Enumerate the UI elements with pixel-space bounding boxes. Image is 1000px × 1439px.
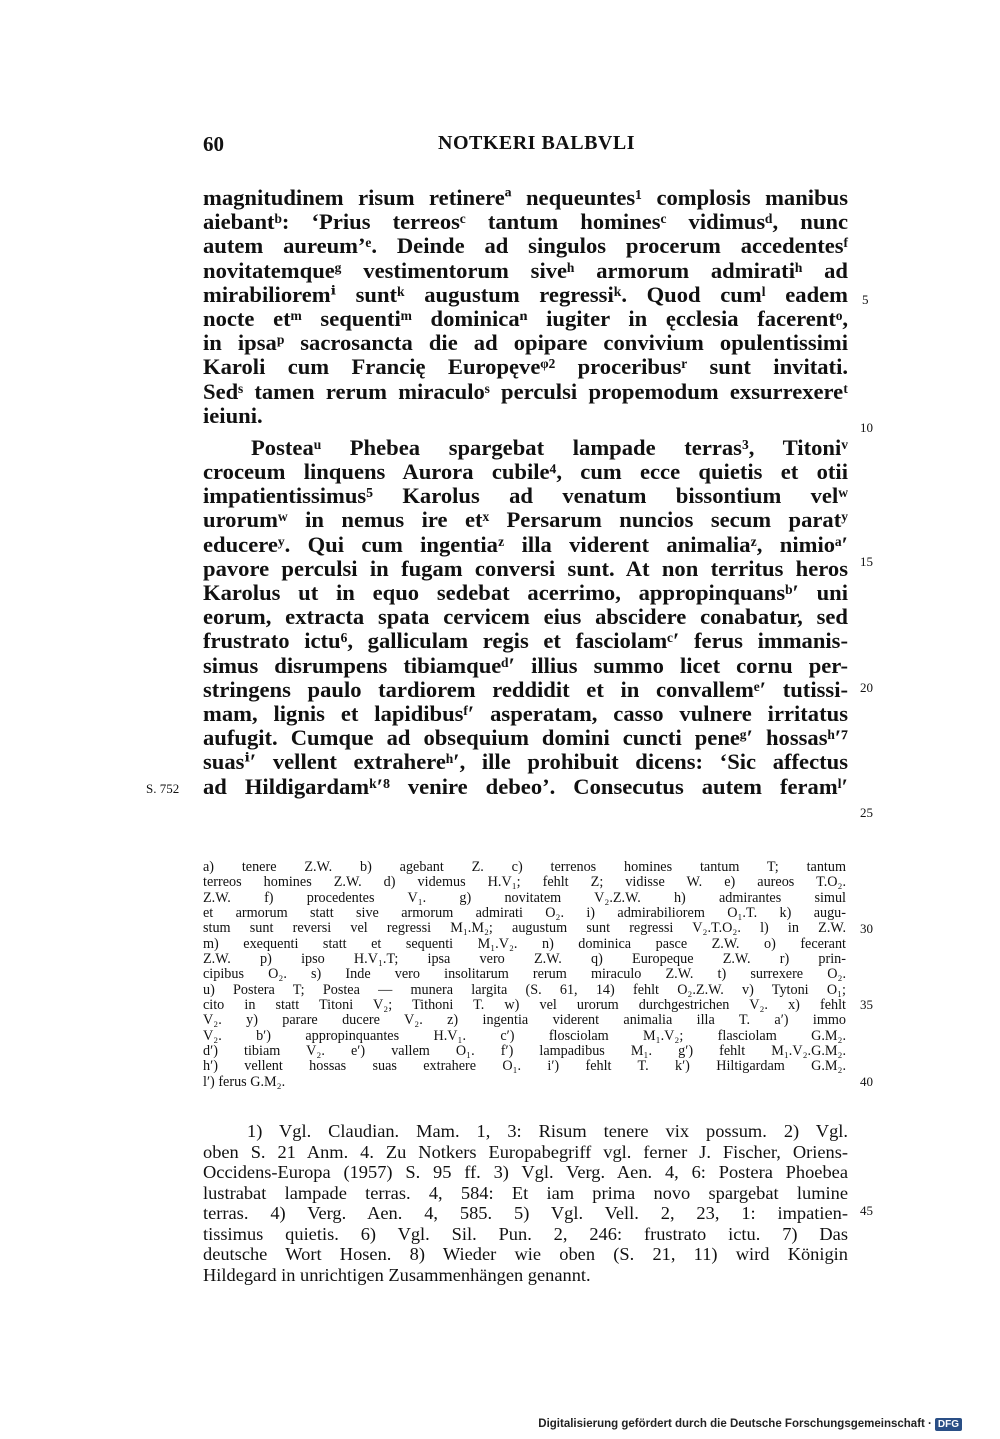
line-number: 25 [860, 805, 873, 820]
note-line: tissimus quietis. 6) Vgl. Sil. Pun. 2, 246: frustrato ictu. 7) Das [203, 1223, 848, 1244]
line-number: 45 [860, 1203, 873, 1218]
main-line: Sedˢ tamen rerum miraculoˢ perculsi propemodum exsurrexereᵗ [203, 378, 848, 404]
main-line: frustrato ictu⁶, galliculam regis et fasciolamᶜ′ ferus immanis- [203, 628, 848, 654]
page-number: 60 [203, 132, 224, 156]
main-line: suasⁱ′ vellent extrahereʰ′, ille prohibuit dicens: ‘Sic affectus [203, 749, 848, 775]
note-line: deutsche Wort Hosen. 8) Wieder wie oben (S. 21, 11) wird Königin [203, 1244, 848, 1264]
main-line: mirabilioremⁱ suntᵏ augustum regressiᵏ. Quod cumˡ eadem [203, 281, 848, 307]
line-number: 20 [860, 680, 873, 695]
apparatus-line: et armorum statt sive armorum admirati O₂. i) admirabiliorem O₁.T. k) augu- [203, 905, 846, 922]
apparatus-line: d′) tibiam V₂. e′) vallem O₁. f′) lampadibus M₁. g′) fehlt M₁.V₂.G.M₂. [203, 1043, 846, 1060]
line-number: 5 [862, 292, 869, 307]
main-line: novitatemqueᵍ vestimentorum siveʰ armorum admiratiʰ ad [203, 257, 848, 283]
main-line: simus disrumpens tibiamqueᵈ′ illius summo licet cornu per- [203, 652, 848, 678]
dfg-logo: DFG [935, 1418, 962, 1431]
margin-page-reference: S. 752 [146, 781, 180, 796]
main-line: impatientissimus⁵ Karolus ad venatum bissontium velʷ [203, 483, 848, 509]
note-line: oben S. 21 Anm. 4. Zu Notkers Europabegriff vgl. ferner J. Fischer, Oriens- [203, 1141, 848, 1162]
main-line: mam, lignis et lapidibusᶠ′ asperatam, casso vulnere irritatus [203, 700, 848, 726]
main-line: aufugit. Cumque ad obsequium domini cuncti peneᵍ′ hossasʰ′⁷ [203, 725, 848, 751]
running-head: NOTKERI BALBVLI [438, 132, 635, 154]
footer-text: Digitalisierung gefördert durch die Deutsche Forschungsgemeinschaft · [538, 1418, 932, 1430]
apparatus-line: m) exequenti statt et sequenti M₁.V₂. n) dominica pasce Z.W. o) fecerant [203, 935, 846, 952]
note-line: lustrabat lampade terras. 4, 584: Et iam prima novo spargebat lumine [203, 1182, 848, 1203]
apparatus-line: h′) vellent hossas suas extrahere O₁. i′) fehlt T. k′) Hiltigardam G.M₂. [203, 1058, 846, 1075]
main-line: croceum linquens Aurora cubile⁴, cum ecce quietis et otii [203, 459, 848, 485]
note-line: Occidens-Europa (1957) S. 95 ff. 3) Vgl. Verg. Aen. 4, 6: Postera Phoebea [203, 1162, 848, 1182]
apparatus-line: V₂. b′) appropinquantes H.V₁. c′) flosciolam M₁.V₂; flasciolam G.M₂. [203, 1027, 846, 1044]
apparatus-line: a) tenere Z.W. b) agebant Z. c) terrenos homines tantum T; tantum [203, 859, 846, 875]
apparatus-line: terreos homines Z.W. d) videmus H.V₁; fehlt Z; vidisse W. e) aureos T.O₂. [203, 874, 846, 891]
line-number: 35 [860, 997, 873, 1012]
apparatus-line: Z.W. p) ipso H.V₁.T; ipsa vero Z.W. q) Europeque Z.W. r) prin- [203, 951, 846, 968]
line-number: 30 [860, 921, 873, 936]
critical-apparatus [203, 860, 846, 1090]
main-line: nocte etᵐ sequentiᵐ dominicaⁿ iugiter in ęcclesia facerentᵒ, [203, 305, 848, 331]
main-line: ieiuni. [203, 402, 263, 428]
apparatus-line: Z.W. f) procedentes V₁. g) novitatem V₂.Z.W. h) admirantes simul [203, 889, 846, 906]
main-line: magnitudinem risum retinereª nequeuntes¹ complosis manibus [203, 185, 848, 210]
source-notes [203, 1121, 848, 1285]
digitization-footer [538, 1418, 962, 1431]
main-text [203, 186, 848, 799]
apparatus-line: V₂. y) parare ducere V₂. z) ingentia viderent animalia illa T. a′) immo [203, 1012, 846, 1029]
note-line: terras. 4) Verg. Aen. 4, 585. 5) Vgl. Vell. 2, 23, 1: impatien- [203, 1203, 848, 1223]
main-line: educereʸ. Qui cum ingentiaᶻ illa viderent animaliaᶻ, nimioᵃ′ [203, 531, 848, 557]
apparatus-line: cito in statt Titoni V₂; Tithoni T. w) vel urorum durchgestrichen V₂. x) fehlt [203, 997, 846, 1014]
main-line: Karolus ut in equo sedebat acerrimo, appropinquansᵇ′ uni [203, 580, 848, 605]
note-line: Hildegard in unrichtigen Zusammenhängen genannt. [203, 1264, 591, 1285]
main-line: aiebantᵇ: ‘Prius terreosᶜ tantum hominesᶜ vidimusᵈ, nunc [203, 209, 848, 235]
apparatus-line: stum sunt reversi vel regressi M₁.M₂; augustum sunt regressi V₂.T.O₂. l) in Z.W. [203, 920, 846, 937]
main-line: autem aureum’ᵉ. Deinde ad singulos procerum accedentesᶠ [203, 233, 848, 259]
apparatus-line: cipibus O₂. s) Inde vero insolitarum rerum miraculo Z.W. t) surrexere O₂. [203, 966, 846, 983]
main-line: pavore perculsi in fugam conversi sunt. At non territus heros [203, 555, 848, 581]
apparatus-line: l′) ferus G.M₂. [203, 1073, 286, 1090]
main-line: stringens paulo tardiorem reddidit et in convallemᵉ′ tutissi- [203, 676, 848, 702]
main-line: urorumʷ in nemus ire etˣ Persarum nuncios secum paratʸ [203, 507, 848, 533]
line-number: 40 [860, 1074, 873, 1089]
line-number: 15 [860, 554, 873, 569]
main-line: eorum, extracta spata cervicem eius abscidere conabatur, sed [203, 604, 848, 630]
main-line: in ipsaᵖ sacrosancta die ad opipare convivium opulentissimi [203, 330, 848, 356]
main-line: Karoli cum Francię Europęveᵠ² proceribusʳ sunt invitati. [203, 354, 848, 380]
line-number: 10 [860, 420, 873, 435]
apparatus-line: u) Postera T; Postea — munera largita (S. 61, 14) fehlt O₂.Z.W. v) Tytoni O₁; [203, 981, 846, 998]
note-line: 1) Vgl. Claudian. Mam. 1, 3: Risum tenere vix possum. 2) Vgl. [247, 1121, 848, 1141]
main-line: ad Hildigardamᵏ′⁸ venire debeo’. Consecutus autem feramˡ′ [203, 773, 848, 799]
main-line: Posteaᵘ Phebea spargebat lampade terras³, Titoniᵛ [251, 434, 848, 460]
